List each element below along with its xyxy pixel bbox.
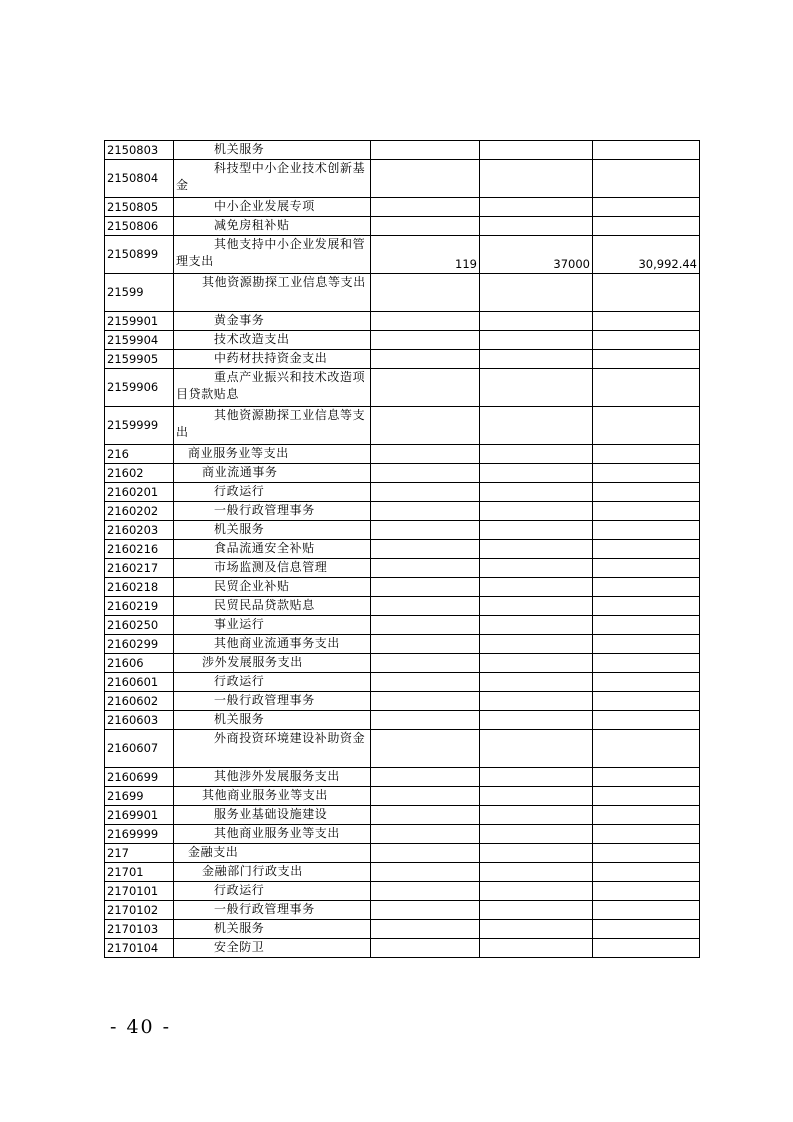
amount-cell-1 [371,521,480,540]
subject-name-cell: 金融支出 [174,844,371,863]
amount-cell-1 [371,502,480,521]
amount-cell-3 [593,863,700,882]
amount-cell-1 [371,445,480,464]
subject-code-cell: 2150803 [105,141,174,160]
subject-name-cell: 其他涉外发展服务支出 [174,768,371,787]
amount-cell-3 [593,692,700,711]
table-row [105,445,700,464]
amount-cell-3 [593,578,700,597]
amount-cell-3 [593,616,700,635]
table-row [105,312,700,331]
subject-name-cell: 外商投资环境建设补助资金 [174,730,371,768]
amount-cell-3 [593,160,700,198]
amount-cell-3 [593,711,700,730]
table-row [105,768,700,787]
amount-cell-1 [371,331,480,350]
table-row [105,198,700,217]
amount-cell-2 [480,806,593,825]
table-row [105,350,700,369]
subject-name-cell: 市场监测及信息管理 [174,559,371,578]
amount-cell-3 [593,635,700,654]
subject-code-cell: 2150805 [105,198,174,217]
amount-cell-1 [371,882,480,901]
amount-cell-2 [480,521,593,540]
amount-cell-3 [593,559,700,578]
amount-cell-1 [371,939,480,958]
subject-code-cell: 2160218 [105,578,174,597]
amount-cell-1: 119 [371,236,480,274]
amount-cell-2 [480,597,593,616]
subject-name-cell: 行政运行 [174,673,371,692]
amount-cell-2 [480,692,593,711]
table-row [105,654,700,673]
subject-code-cell: 2159905 [105,350,174,369]
amount-cell-2 [480,141,593,160]
subject-name-cell: 重点产业振兴和技术改造项目贷款贴息 [174,369,371,407]
subject-code-cell: 2160299 [105,635,174,654]
amount-cell-2 [480,559,593,578]
page-number: - 40 - [110,1016,172,1038]
subject-name-cell: 一般行政管理事务 [174,901,371,920]
subject-code-cell: 2160601 [105,673,174,692]
subject-code-cell: 2170102 [105,901,174,920]
amount-cell-2 [480,825,593,844]
amount-cell-3 [593,198,700,217]
table-row [105,597,700,616]
subject-name-cell: 技术改造支出 [174,331,371,350]
amount-cell-3 [593,540,700,559]
amount-cell-3 [593,369,700,407]
amount-cell-2 [480,616,593,635]
subject-name-cell: 行政运行 [174,483,371,502]
subject-code-cell: 21699 [105,787,174,806]
subject-name-cell: 其他资源勘探工业信息等支出 [174,407,371,445]
amount-cell-2 [480,483,593,502]
subject-name-cell: 涉外发展服务支出 [174,654,371,673]
amount-cell-1 [371,787,480,806]
amount-cell-2 [480,635,593,654]
amount-cell-3 [593,597,700,616]
amount-cell-3 [593,502,700,521]
subject-code-cell: 2160219 [105,597,174,616]
amount-cell-1 [371,483,480,502]
subject-code-cell: 2170101 [105,882,174,901]
amount-cell-3 [593,768,700,787]
amount-cell-1 [371,920,480,939]
subject-code-cell: 2160607 [105,730,174,768]
amount-cell-2 [480,578,593,597]
amount-cell-1 [371,654,480,673]
subject-code-cell: 21701 [105,863,174,882]
amount-cell-3 [593,483,700,502]
table-row [105,217,700,236]
amount-cell-2 [480,863,593,882]
amount-cell-2 [480,711,593,730]
subject-name-cell: 机关服务 [174,141,371,160]
amount-cell-3 [593,920,700,939]
amount-cell-3 [593,654,700,673]
table-row [105,540,700,559]
subject-name-cell: 事业运行 [174,616,371,635]
amount-cell-3 [593,217,700,236]
amount-cell-3 [593,673,700,692]
subject-name-cell: 金融部门行政支出 [174,863,371,882]
subject-name-cell: 机关服务 [174,920,371,939]
amount-cell-2 [480,407,593,445]
subject-code-cell: 21602 [105,464,174,483]
amount-cell-3 [593,882,700,901]
amount-cell-3 [593,825,700,844]
table-row [105,787,700,806]
amount-cell-1 [371,863,480,882]
amount-cell-1 [371,540,480,559]
amount-cell-2 [480,787,593,806]
table-row [105,559,700,578]
subject-name-cell: 其他商业流通事务支出 [174,635,371,654]
table-row [105,578,700,597]
amount-cell-2 [480,540,593,559]
table-row [105,920,700,939]
subject-code-cell: 2160202 [105,502,174,521]
amount-cell-3 [593,844,700,863]
amount-cell-1 [371,673,480,692]
subject-name-cell: 行政运行 [174,882,371,901]
amount-cell-1 [371,844,480,863]
table-row [105,711,700,730]
amount-cell-1 [371,597,480,616]
amount-cell-1 [371,464,480,483]
subject-name-cell: 其他资源勘探工业信息等支出 [174,274,371,312]
amount-cell-3 [593,141,700,160]
amount-cell-3 [593,939,700,958]
amount-cell-3: 30,992.44 [593,236,700,274]
table-row [105,730,700,768]
table-row [105,236,700,274]
amount-cell-3 [593,730,700,768]
table-body [105,141,700,958]
amount-cell-2 [480,217,593,236]
amount-cell-2 [480,331,593,350]
subject-code-cell: 2160603 [105,711,174,730]
subject-name-cell: 机关服务 [174,521,371,540]
amount-cell-2 [480,939,593,958]
table-row [105,844,700,863]
amount-cell-2 [480,464,593,483]
subject-code-cell: 2160216 [105,540,174,559]
amount-cell-1 [371,616,480,635]
amount-cell-1 [371,198,480,217]
table-row [105,882,700,901]
amount-cell-1 [371,711,480,730]
subject-code-cell: 21599 [105,274,174,312]
table-row [105,464,700,483]
subject-code-cell: 2170103 [105,920,174,939]
amount-cell-2 [480,274,593,312]
subject-name-cell: 黄金事务 [174,312,371,331]
table-row [105,692,700,711]
amount-cell-1 [371,768,480,787]
table-row [105,635,700,654]
amount-cell-3 [593,331,700,350]
amount-cell-2 [480,901,593,920]
subject-name-cell: 一般行政管理事务 [174,692,371,711]
subject-code-cell: 2160201 [105,483,174,502]
table-row [105,407,700,445]
amount-cell-2 [480,312,593,331]
table-row [105,274,700,312]
amount-cell-2 [480,445,593,464]
subject-code-cell: 2160602 [105,692,174,711]
subject-code-cell: 2159906 [105,369,174,407]
amount-cell-1 [371,160,480,198]
amount-cell-1 [371,312,480,331]
table-row [105,939,700,958]
amount-cell-2 [480,654,593,673]
amount-cell-3 [593,445,700,464]
amount-cell-2 [480,844,593,863]
amount-cell-3 [593,464,700,483]
table-row [105,331,700,350]
subject-name-cell: 食品流通安全补贴 [174,540,371,559]
amount-cell-2 [480,350,593,369]
subject-code-cell: 2169999 [105,825,174,844]
subject-code-cell: 2159904 [105,331,174,350]
amount-cell-1 [371,350,480,369]
amount-cell-1 [371,825,480,844]
subject-name-cell: 一般行政管理事务 [174,502,371,521]
table-row [105,806,700,825]
amount-cell-3 [593,901,700,920]
subject-code-cell: 2160203 [105,521,174,540]
table-row [105,825,700,844]
amount-cell-2 [480,369,593,407]
subject-name-cell: 科技型中小企业技术创新基金 [174,160,371,198]
amount-cell-2 [480,768,593,787]
amount-cell-2 [480,673,593,692]
subject-name-cell: 机关服务 [174,711,371,730]
subject-code-cell: 2170104 [105,939,174,958]
amount-cell-2 [480,920,593,939]
subject-code-cell: 21606 [105,654,174,673]
amount-cell-1 [371,274,480,312]
subject-name-cell: 商业服务业等支出 [174,445,371,464]
subject-name-cell: 减免房租补贴 [174,217,371,236]
subject-name-cell: 其他支持中小企业发展和管理支出 [174,236,371,274]
table-row [105,863,700,882]
amount-cell-1 [371,559,480,578]
amount-cell-2 [480,502,593,521]
subject-code-cell: 2150804 [105,160,174,198]
subject-name-cell: 安全防卫 [174,939,371,958]
amount-cell-2 [480,198,593,217]
table-row [105,369,700,407]
subject-name-cell: 商业流通事务 [174,464,371,483]
amount-cell-2 [480,160,593,198]
amount-cell-2: 37000 [480,236,593,274]
amount-cell-2 [480,882,593,901]
amount-cell-1 [371,217,480,236]
table-row [105,673,700,692]
subject-name-cell: 民贸企业补贴 [174,578,371,597]
subject-code-cell: 2150806 [105,217,174,236]
table-row [105,141,700,160]
subject-code-cell: 2169901 [105,806,174,825]
table-row [105,901,700,920]
amount-cell-1 [371,901,480,920]
amount-cell-1 [371,578,480,597]
subject-name-cell: 中小企业发展专项 [174,198,371,217]
amount-cell-3 [593,521,700,540]
subject-code-cell: 2150899 [105,236,174,274]
subject-name-cell: 其他商业服务业等支出 [174,825,371,844]
table-row [105,502,700,521]
subject-code-cell: 2160217 [105,559,174,578]
subject-name-cell: 其他商业服务业等支出 [174,787,371,806]
table-row [105,616,700,635]
amount-cell-3 [593,806,700,825]
amount-cell-3 [593,312,700,331]
amount-cell-3 [593,350,700,369]
amount-cell-1 [371,692,480,711]
amount-cell-1 [371,141,480,160]
subject-code-cell: 2160250 [105,616,174,635]
amount-cell-3 [593,787,700,806]
subject-code-cell: 217 [105,844,174,863]
subject-name-cell: 中药材扶持资金支出 [174,350,371,369]
amount-cell-3 [593,274,700,312]
amount-cell-3 [593,407,700,445]
table-row [105,521,700,540]
subject-code-cell: 216 [105,445,174,464]
amount-cell-1 [371,806,480,825]
table-row [105,483,700,502]
subject-code-cell: 2159999 [105,407,174,445]
amount-cell-1 [371,635,480,654]
amount-cell-1 [371,369,480,407]
table-row [105,160,700,198]
amount-cell-1 [371,730,480,768]
amount-cell-2 [480,730,593,768]
subject-code-cell: 2159901 [105,312,174,331]
subject-name-cell: 服务业基础设施建设 [174,806,371,825]
subject-name-cell: 民贸民品贷款贴息 [174,597,371,616]
subject-code-cell: 2160699 [105,768,174,787]
amount-cell-1 [371,407,480,445]
budget-table [104,140,700,958]
